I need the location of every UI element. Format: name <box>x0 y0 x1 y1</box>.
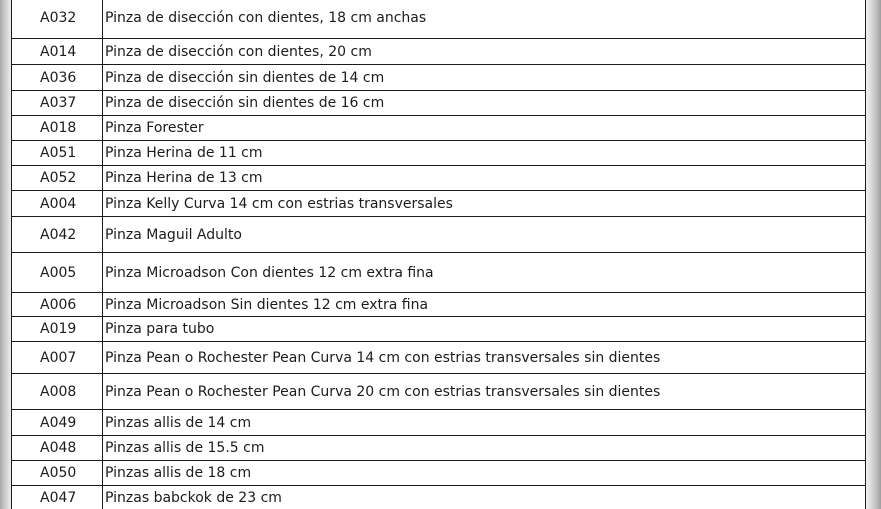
item-description: Pinza de disección con dientes, 20 cm <box>103 39 866 65</box>
table-row <box>12 410 866 436</box>
item-code: A042 <box>12 217 103 253</box>
item-description: Pinza Pean o Rochester Pean Curva 14 cm con estrias transversales sin dientes <box>103 342 866 374</box>
item-code: A049 <box>12 410 103 436</box>
item-code: A036 <box>12 65 103 91</box>
right-page-shadow <box>865 0 881 509</box>
item-code: A050 <box>12 461 103 486</box>
item-description: Pinza Herina de 11 cm <box>103 141 866 166</box>
table-row <box>12 39 866 65</box>
item-code: A047 <box>12 486 103 509</box>
table-row <box>12 65 866 91</box>
item-code: A019 <box>12 317 103 342</box>
item-code: A006 <box>12 293 103 317</box>
table-row <box>12 293 866 317</box>
item-code: A004 <box>12 191 103 217</box>
item-description: Pinza de disección con dientes, 18 cm anchas <box>103 0 866 39</box>
table-row <box>12 342 866 374</box>
item-description: Pinza Maguil Adulto <box>103 217 866 253</box>
item-code: A037 <box>12 91 103 116</box>
table-row <box>12 461 866 486</box>
item-description: Pinza Pean o Rochester Pean Curva 20 cm con estrias transversales sin dientes <box>103 374 866 410</box>
item-description: Pinza para tubo <box>103 317 866 342</box>
table-row <box>12 374 866 410</box>
table-row <box>12 317 866 342</box>
table-row <box>12 486 866 509</box>
item-description: Pinza de disección sin dientes de 14 cm <box>103 65 866 91</box>
table-row <box>12 217 866 253</box>
table-row <box>12 116 866 141</box>
item-description: Pinza Kelly Curva 14 cm con estrias transversales <box>103 191 866 217</box>
item-code: A051 <box>12 141 103 166</box>
table-row <box>12 166 866 191</box>
item-description: Pinzas babckok de 23 cm <box>103 486 866 509</box>
item-description: Pinza Forester <box>103 116 866 141</box>
item-code: A014 <box>12 39 103 65</box>
table-row <box>12 436 866 461</box>
item-code: A048 <box>12 436 103 461</box>
item-description: Pinza Microadson Con dientes 12 cm extra fina <box>103 253 866 293</box>
item-code: A005 <box>12 253 103 293</box>
table-row <box>12 91 866 116</box>
item-description: Pinzas allis de 15.5 cm <box>103 436 866 461</box>
item-description: Pinzas allis de 14 cm <box>103 410 866 436</box>
item-code: A018 <box>12 116 103 141</box>
item-code: A052 <box>12 166 103 191</box>
item-description: Pinza de disección sin dientes de 16 cm <box>103 91 866 116</box>
table-row <box>12 141 866 166</box>
item-description: Pinzas allis de 18 cm <box>103 461 866 486</box>
table-row <box>12 253 866 293</box>
items-table <box>11 0 866 509</box>
item-code: A032 <box>12 0 103 39</box>
table-row <box>12 191 866 217</box>
table-row <box>12 0 866 39</box>
item-code: A007 <box>12 342 103 374</box>
item-description: Pinza Herina de 13 cm <box>103 166 866 191</box>
item-code: A008 <box>12 374 103 410</box>
item-description: Pinza Microadson Sin dientes 12 cm extra fina <box>103 293 866 317</box>
